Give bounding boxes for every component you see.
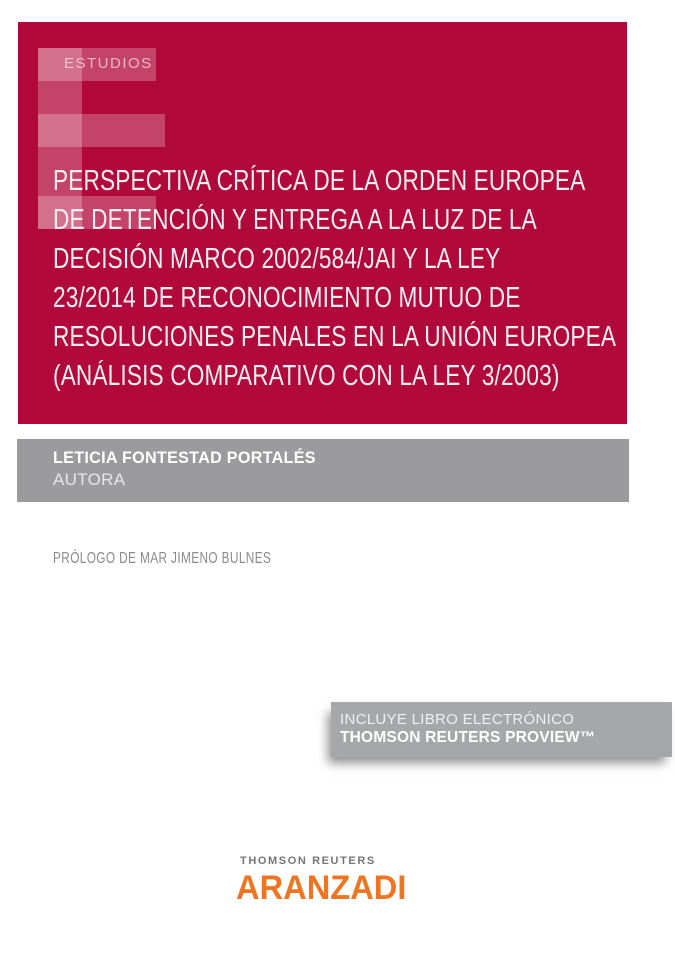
author-role: AUTORA	[53, 470, 126, 489]
ebook-banner-product: THOMSON REUTERS PROVIEW™	[340, 729, 596, 746]
series-label: ESTUDIOS	[64, 55, 153, 72]
ebook-banner-subtitle: INCLUYE LIBRO ELECTRÓNICO	[340, 711, 575, 728]
title-line-1: PERSPECTIVA CRÍTICA DE LA ORDEN EUROPEA	[53, 165, 586, 197]
author-bar	[17, 439, 629, 502]
aranzadi-wordmark: ARANZADI	[236, 869, 407, 907]
title-line-6: (ANÁLISIS COMPARATIVO CON LA LEY 3/2003)	[53, 360, 560, 392]
title-line-2: DE DETENCIÓN Y ENTREGA A LA LUZ DE LA	[53, 204, 537, 236]
letter-e-middle-bar	[38, 114, 165, 147]
title-line-3: DECISIÓN MARCO 2002/584/JAI Y LA LEY	[53, 243, 501, 275]
book-title	[53, 162, 627, 396]
thomson-reuters-wordmark: THOMSON REUTERS	[240, 855, 376, 867]
author-name: LETICIA FONTESTAD PORTALÉS	[53, 448, 316, 467]
prologue-credit: PRÓLOGO DE MAR JIMENO BULNES	[53, 550, 272, 567]
title-line-4: 23/2014 DE RECONOCIMIENTO MUTUO DE	[53, 282, 521, 314]
title-panel	[18, 22, 627, 424]
ebook-banner	[331, 702, 672, 757]
title-line-5: RESOLUCIONES PENALES EN LA UNIÓN EUROPEA	[53, 321, 617, 353]
